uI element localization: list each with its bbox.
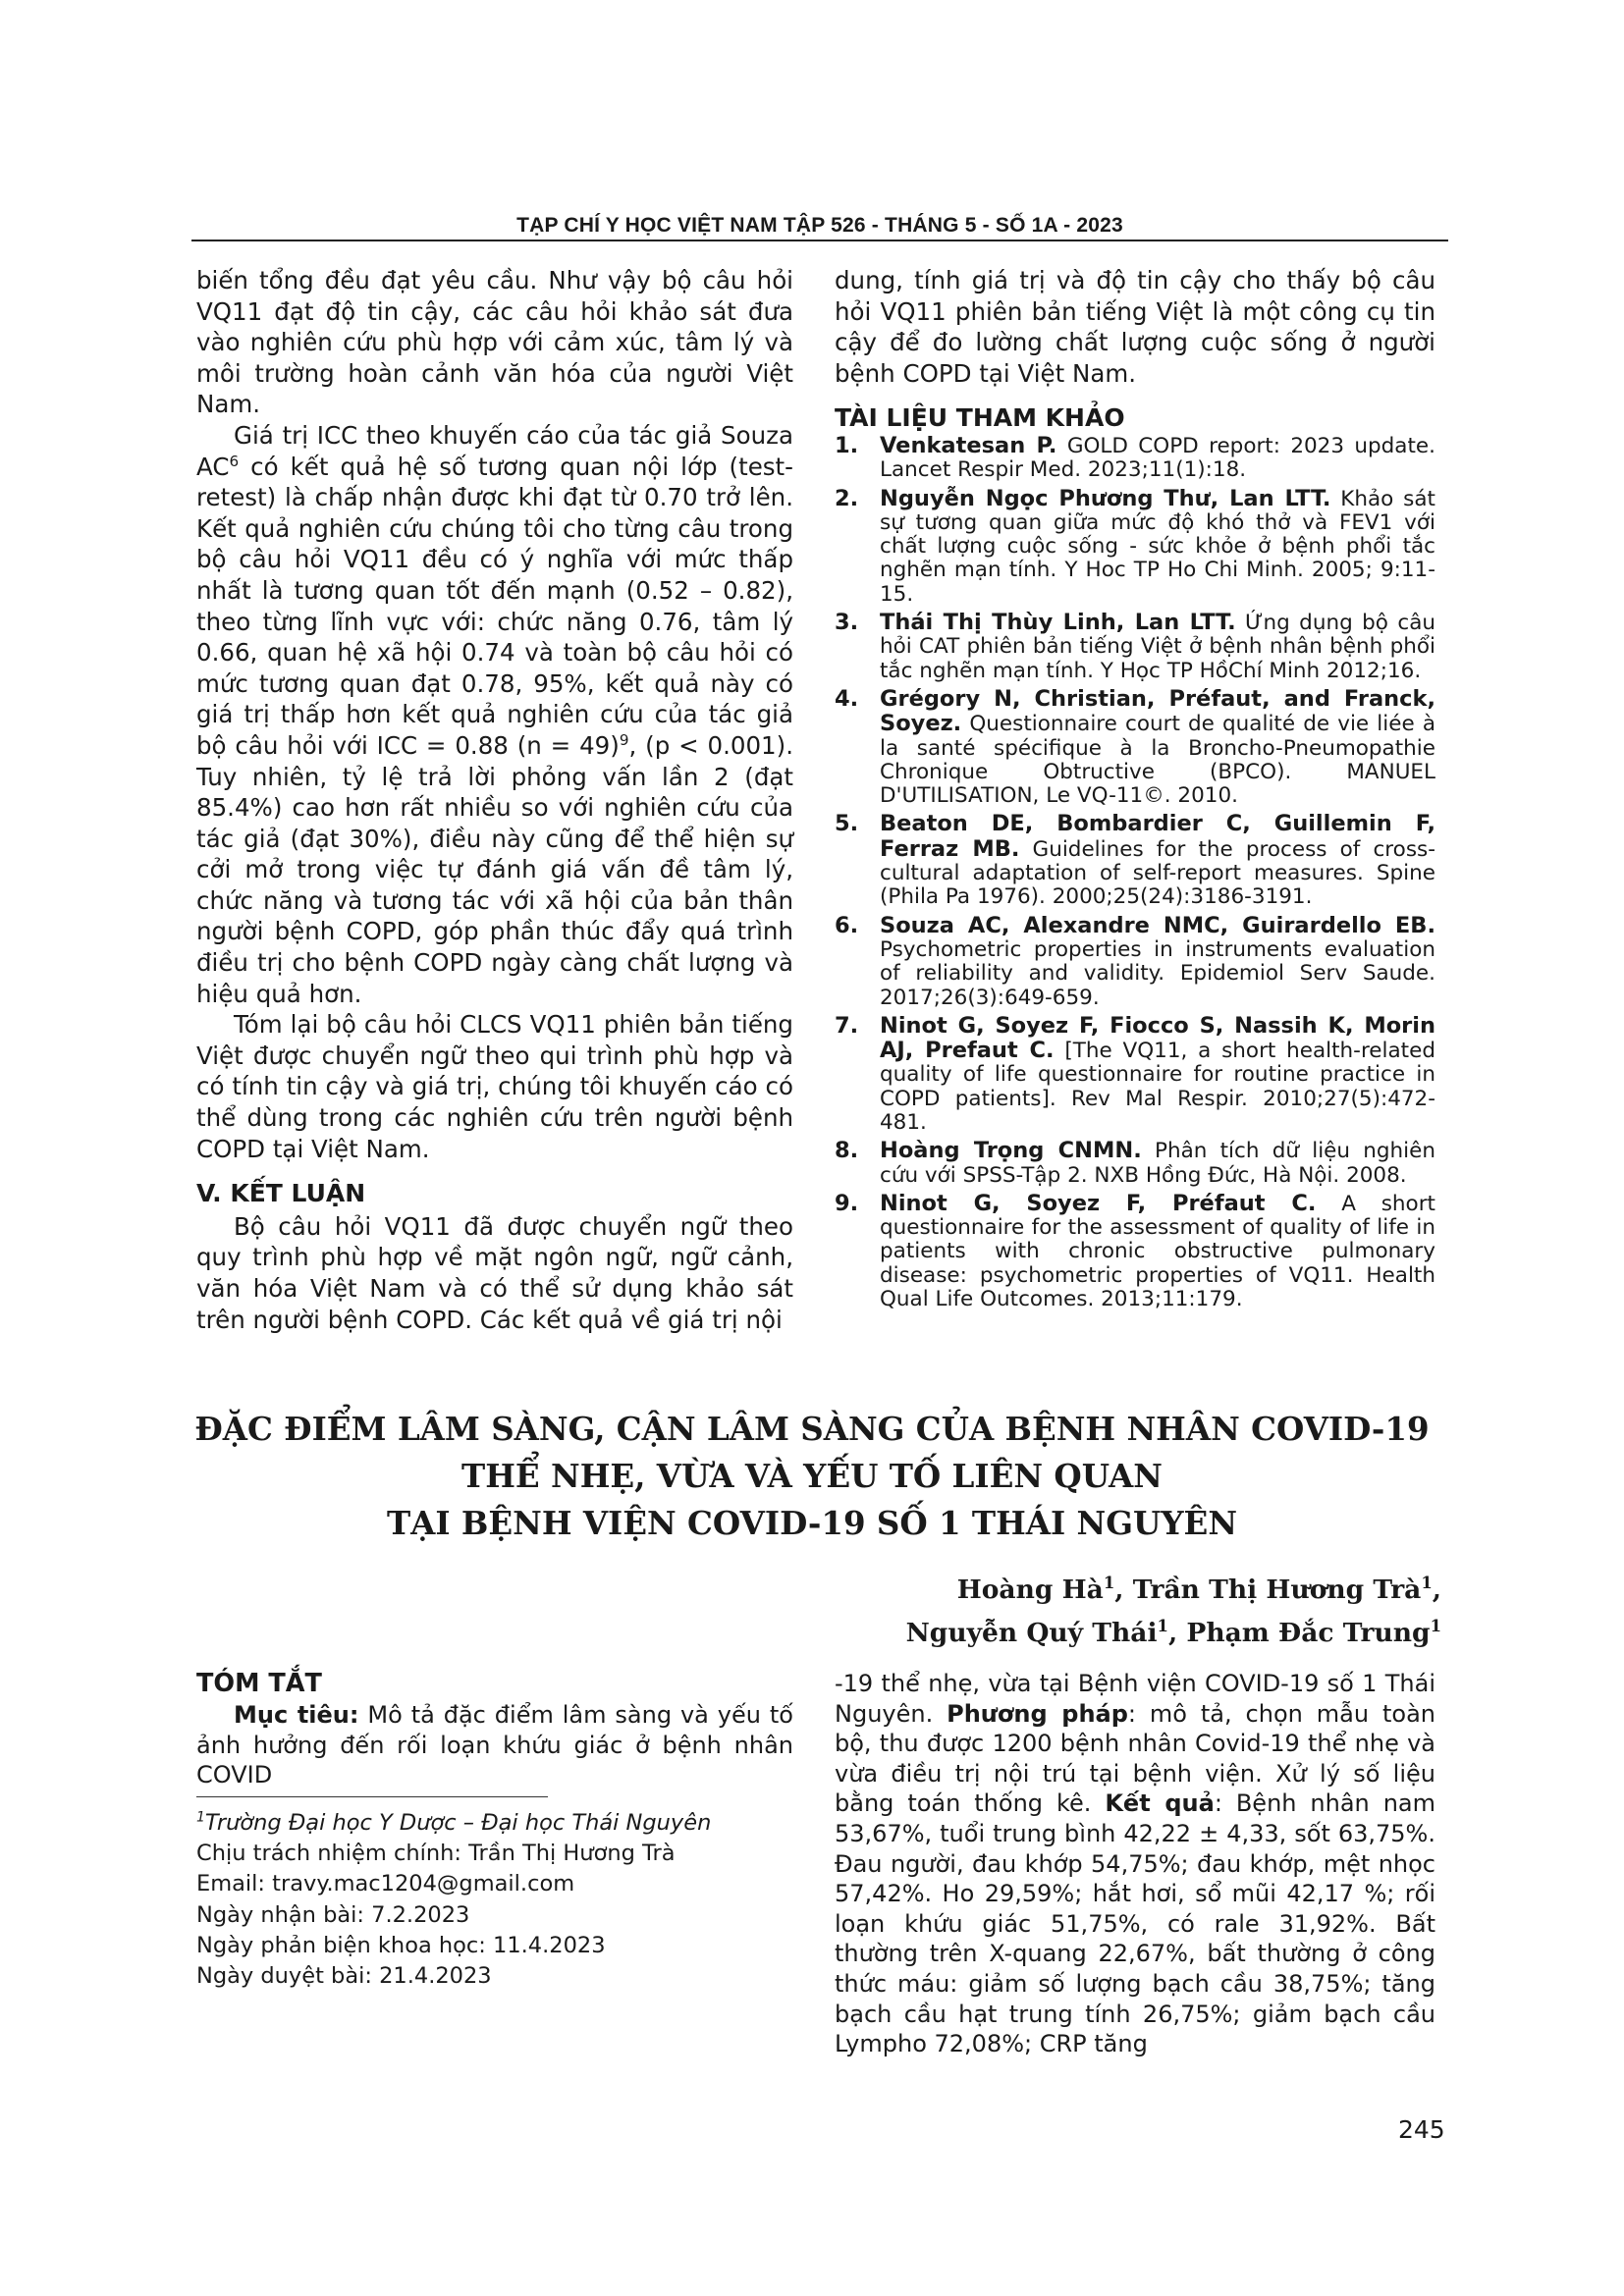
accepted-date: Ngày duyệt bài: 21.4.2023 — [196, 1963, 492, 1990]
reference-item: 7. Ninot G, Soyez F, Fiocco S, Nassih K, Morin AJ, Prefaut C. [The VQ11, a short health-related quality of life questionnaire for routine practice in COPD patients]. Rev Mal Respir. 2010;27(5):472-481. — [835, 1012, 1435, 1135]
paragraph: Giá trị ICC theo khuyến cáo của tác giả Souza $AC^6$ có kết quả hệ số tương quan nội lớp (test-retest) là chấp nhận được khi đạt từ 0.70 trở lên. Kết quả nghiên cứu chúng tôi cho từng câu trong bộ câu hỏi VQ11 đều có ý nghĩa với mức thấp nhất là tương quan tốt đến mạnh (0.52 – 0.82), theo từng lĩnh vực với: chức năng 0.76, tâm lý 0.66, quan hệ xã hội 0.74 và toàn bộ câu hỏi có mức tương quan đạt 0.78, 95%, kết quả này có giá trị thấp hơn kết quả nghiên cứu của tác giả bộ câu hỏi với ICC = 0.88 (n = 49)$^9$, (p < 0.001). Tuy nhiên, tỷ lệ trả lời phỏng vấn lần 2 (đạt 85.4%) cao hơn rất nhiều so với nghiên cứu của tác giả (đạt 30%), điều này cũng để thể hiện sự cởi mở trong việc tự đánh giá vấn đề tâm lý, chức năng và tương tác với xã hội của bản thân người bệnh COPD, góp phần thúc đẩy quá trình điều trị cho bệnh COPD ngày càng chất lượng và hiệu quả hơn. — [196, 420, 793, 1008]
right-column — [835, 265, 1435, 1315]
footnote-rule — [196, 1796, 548, 1797]
reviewed-date: Ngày phản biện khoa học: 11.4.2023 — [196, 1932, 606, 1958]
reference-item: 2. Nguyễn Ngọc Phương Thư, Lan LTT. Khảo sát sự tương quan giữa mức độ khó thở và FEV1 với chất lượng cuộc sống - sức khỏe ở bệnh phổi tắc nghẽn mạn tính. Y Hoc TP Ho Chi Minh. 2005; 9:11-15. — [835, 485, 1435, 607]
reference-item: 1. Venkatesan P. GOLD COPD report: 2023 update. Lancet Respir Med. 2023;11(1):18. — [835, 432, 1435, 483]
author-list: Hoàng $Hà^1$, Trần Thị Hương Trà$^1$, Nguyễn Quý Thái$^1$, Phạm Đắc Trung$^1$ — [905, 1574, 1441, 1648]
left-column — [196, 265, 793, 1335]
header-rule — [191, 240, 1448, 241]
reference-list — [835, 434, 1435, 1311]
journal-header: TẠP CHÍ Y HỌC VIỆT NAM TẬP 526 - THÁNG 5 - SỐ 1A - 2023 — [516, 214, 1123, 237]
result-label: Kết quả — [1105, 1789, 1215, 1818]
paragraph: Bộ câu hỏi VQ11 đã được chuyển ngữ theo quy trình phù hợp về mặt ngôn ngữ, ngữ cảnh, văn hóa Việt Nam và có thể sử dụng khảo sát trên người bệnh COPD. Các kết quả về giá trị nội — [196, 1211, 793, 1334]
affiliation: $^1$Trường Đại học Y Dược – Đại học Thái Nguyên — [196, 1809, 712, 1836]
reference-item: 5. Beaton DE, Bombardier C, Guillemin F, Ferraz MB. Guidelines for the process of cross-cultural adaptation of self-report measures. Spine (Phila Pa 1976). 2000;25(24):3186-3191. — [835, 811, 1435, 910]
author-name: Trần Thị Hương Trà — [1132, 1575, 1422, 1605]
section-heading: V. KẾT LUẬN — [196, 1179, 366, 1208]
references-heading: TÀI LIỆU THAM KHẢO — [835, 403, 1125, 433]
author-name: Phạm Đắc Trung — [1186, 1618, 1431, 1648]
abstract-right: -19 thể nhẹ, vừa tại Bệnh viện COVID-19 số 1 Thái Nguyên. Phương pháp: mô tả, chọn mẫu toàn bộ, thu được 1200 bệnh nhân Covid-19 thể nhẹ và vừa điều trị nội trú tại bệnh viện. Xử lý số liệu bằng toán thống kê. Kết quả: Bệnh nhân nam 53,67%, tuổi trung bình 42,22 ± 4,33, sốt 63,75%. Đau người, đau khớp 54,75%; đau khớp, mệt nhọc 57,42%. Ho 29,59%; hắt hơi, sổ mũi 42,17 %; rối loạn khứu giác 51,75%, có rale 31,92%. Bất thường trên X-quang 22,67%, bất thường ở công thức máu: giảm số lượng bạch cầu 38,75%; tăng bạch cầu hạt trung tính 26,75%; giảm bạch cầu Lympho 72,08%; CRP tăng — [835, 1670, 1435, 2058]
responsible-author: Chịu trách nhiệm chính: Trần Thị Hương Trà — [196, 1841, 676, 1867]
author-name: Nguyễn Quý Thái — [905, 1618, 1158, 1648]
method-label: Phương pháp — [947, 1699, 1128, 1728]
abstract-left: Mục tiêu: Mô tả đặc điểm lâm sàng và yếu tố ảnh hưởng đến rối loạn khứu giác ở bệnh nhân COVID — [196, 1701, 793, 1789]
reference-item: 3. Thái Thị Thùy Linh, Lan LTT. Ứng dụng bộ câu hỏi CAT phiên bản tiếng Việt ở bệnh nhân bệnh phổi tắc nghẽn mạn tính. Y Học TP HồChí Minh 2012;16. — [835, 610, 1435, 683]
page-number: 245 — [1398, 2115, 1445, 2144]
article-title: ĐẶC ĐIỂM LÂM SÀNG, CẬN LÂM SÀNG CỦA BỆNH NHÂN COVID-19 THỂ NHẸ, VỪA VÀ YẾU TỐ LIÊN QUAN TẠI BỆNH VIỆN COVID-19 SỐ 1 THÁI NGUYÊN — [194, 1410, 1430, 1542]
paragraph: dung, tính giá trị và độ tin cậy cho thấy bộ câu hỏi VQ11 phiên bản tiếng Việt là một công cụ tin cậy để đo lường chất lượng cuộc sống ở người bệnh COPD tại Việt Nam. — [835, 266, 1435, 388]
received-date: Ngày nhận bài: 7.2.2023 — [196, 1901, 470, 1928]
paragraph: biến tổng đều đạt yêu cầu. Như vậy bộ câu hỏi VQ11 đạt độ tin cậy, các câu hỏi khảo sát đưa vào nghiên cứu phù hợp với cảm xúc, tâm lý và môi trường hoàn cảnh văn hóa của người Việt Nam. — [196, 266, 793, 419]
abstract-heading: TÓM TẮT — [196, 1669, 322, 1698]
reference-item: 4. Grégory N, Christian, Préfaut, and Franck, Soyez. Questionnaire court de qualité de vie liée à la santé spécifique à la Broncho-Pneumopathie Chronique Obtructive (BPCO). MANUEL D'UTILISATION, Le VQ-11©. 2010. — [835, 685, 1435, 809]
objective-label: Mục tiêu: — [234, 1701, 359, 1729]
footnotes — [196, 1808, 711, 1992]
paragraph: Tóm lại bộ câu hỏi CLCS VQ11 phiên bản tiếng Việt được chuyển ngữ theo qui trình phù hợp và có tính tin cậy và giá trị, chúng tôi khuyến cáo có thể dùng trong các nghiên cứu trên người bệnh COPD tại Việt Nam. — [196, 1010, 793, 1163]
reference-item: 9. Ninot G, Soyez F, Préfaut C. A short questionnaire for the assessment of quality of life in patients with chronic obstructive pulmonary disease: psychometric properties of VQ11. Health Qual Life Outcomes. 2013;11:179. — [835, 1190, 1435, 1312]
author-name: Hoàng Hà — [956, 1575, 1104, 1605]
reference-item: 8. Hoàng Trọng CNMN. Phân tích dữ liệu nghiên cứu với SPSS-Tập 2. NXB Hồng Đức, Hà Nội. 2008. — [835, 1138, 1435, 1188]
email: Email: travy.mac1204@gmail.com — [196, 1871, 575, 1897]
reference-item: 6. Souza AC, Alexandre NMC, Guirardello EB. Psychometric properties in instruments evaluation of reliability and validity. Epidemiol Serv Saude. 2017;26(3):649-659. — [835, 912, 1435, 1010]
